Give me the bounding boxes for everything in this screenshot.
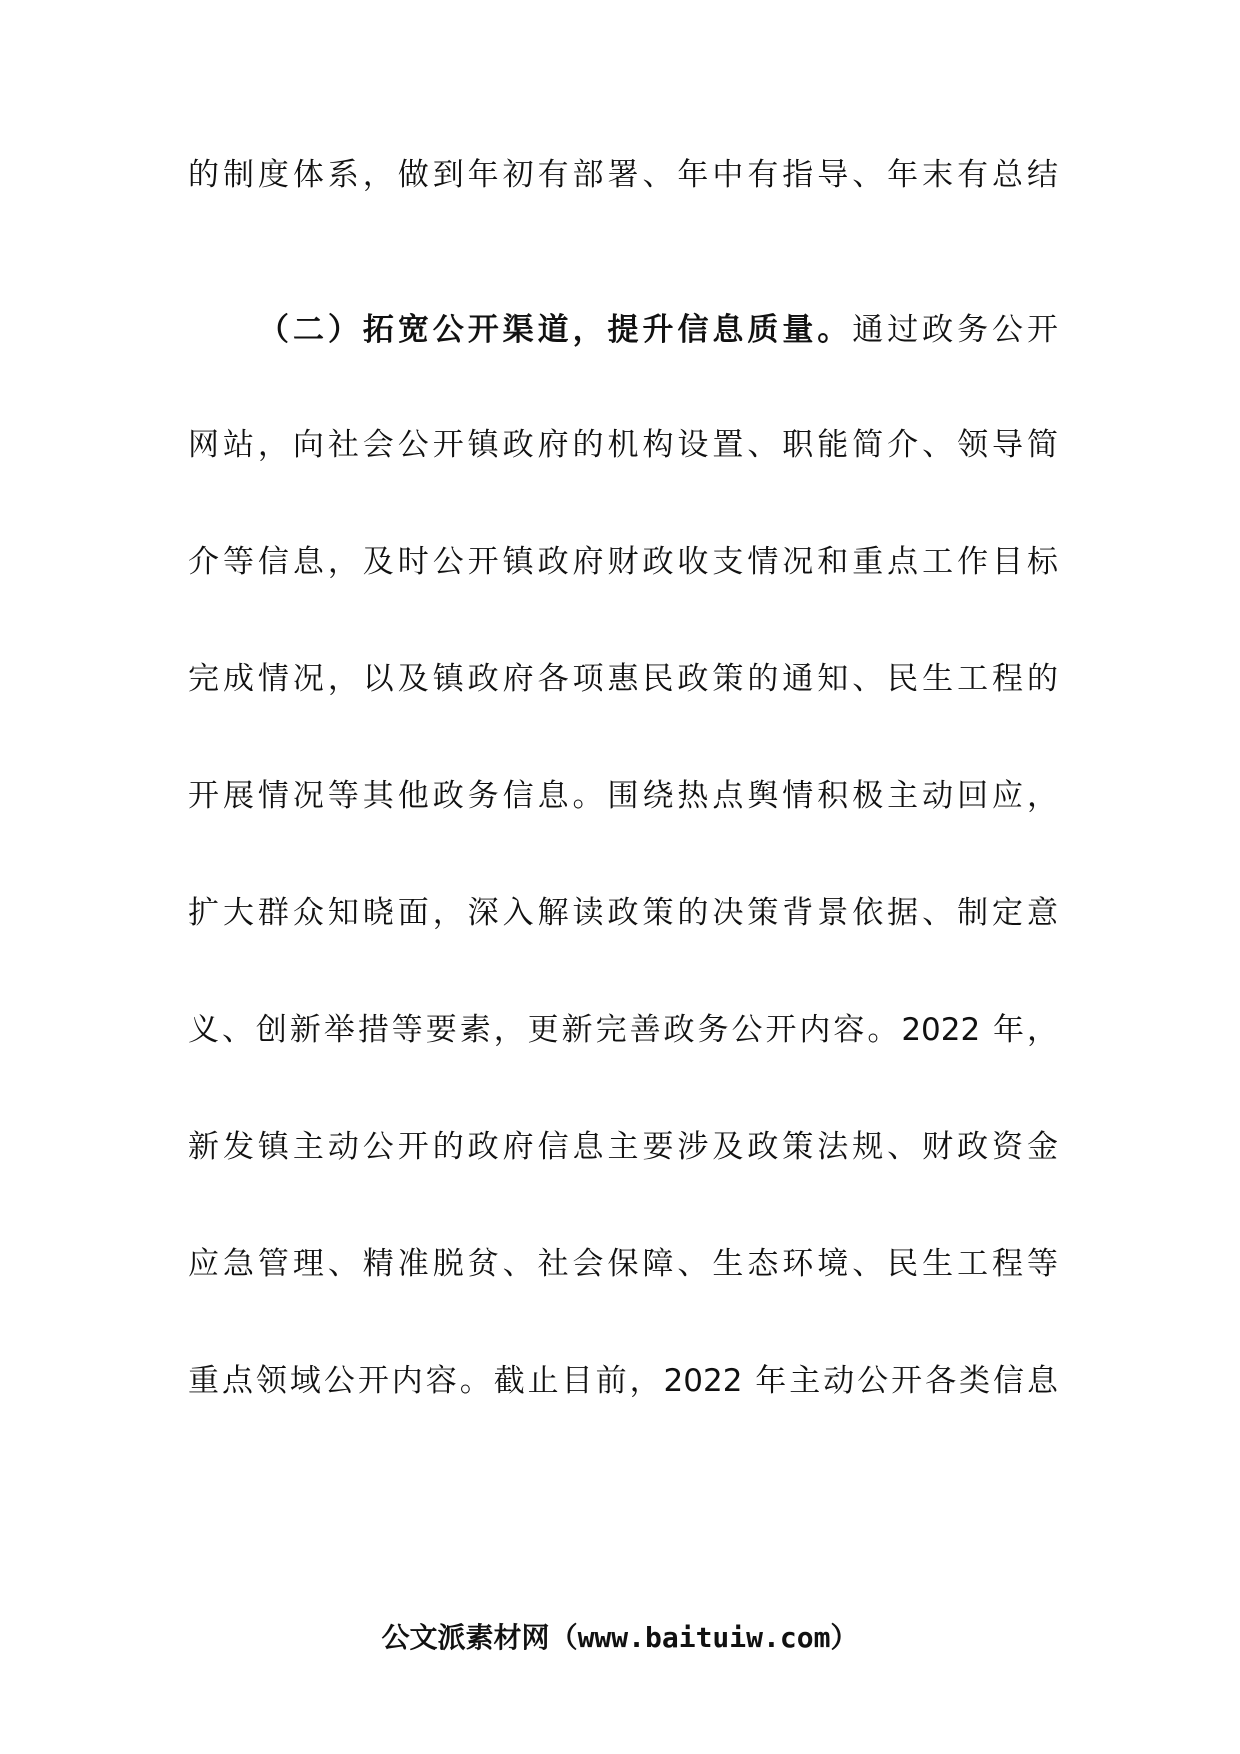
section-heading-tail: 通过政务公开 [852, 312, 1059, 348]
body-line-3: 介等信息，及时公开镇政府财政收支情况和重点工作目标 [188, 544, 1058, 580]
body-line-9: 应急管理、精准脱贫、社会保障、生态环境、民生工程等 [188, 1246, 1058, 1282]
body-line-6: 扩大群众知晓面，深入解读政策的决策背景依据、制定意 [188, 895, 1058, 931]
footer-site-name: 公文派素材网 [381, 1621, 550, 1654]
body-line-8: 新发镇主动公开的政府信息主要涉及政策法规、财政资金 [188, 1129, 1058, 1165]
body-line-2: 网站，向社会公开镇政府的机构设置、职能简介、领导简 [188, 427, 1058, 463]
body-line-4: 完成情况，以及镇政府各项惠民政策的通知、民生工程的 [188, 661, 1058, 697]
section-heading: （二）拓宽公开渠道，提升信息质量。 [258, 312, 853, 348]
section-heading-line [258, 310, 1058, 350]
body-line-10: 重点领域公开内容。截止目前，2022 年主动公开各类信息 [188, 1363, 1058, 1399]
body-line-7: 义、创新举措等要素，更新完善政务公开内容。2022 年， [188, 1012, 1058, 1048]
footer-watermark [0, 1620, 1240, 1656]
body-line-1: 的制度体系，做到年初有部署、年中有指导、年末有总结 [188, 157, 1058, 193]
body-line-5: 开展情况等其他政务信息。围绕热点舆情积极主动回应， [188, 778, 1058, 814]
footer-url[interactable]: （www.baituiw.com） [549, 1621, 859, 1654]
